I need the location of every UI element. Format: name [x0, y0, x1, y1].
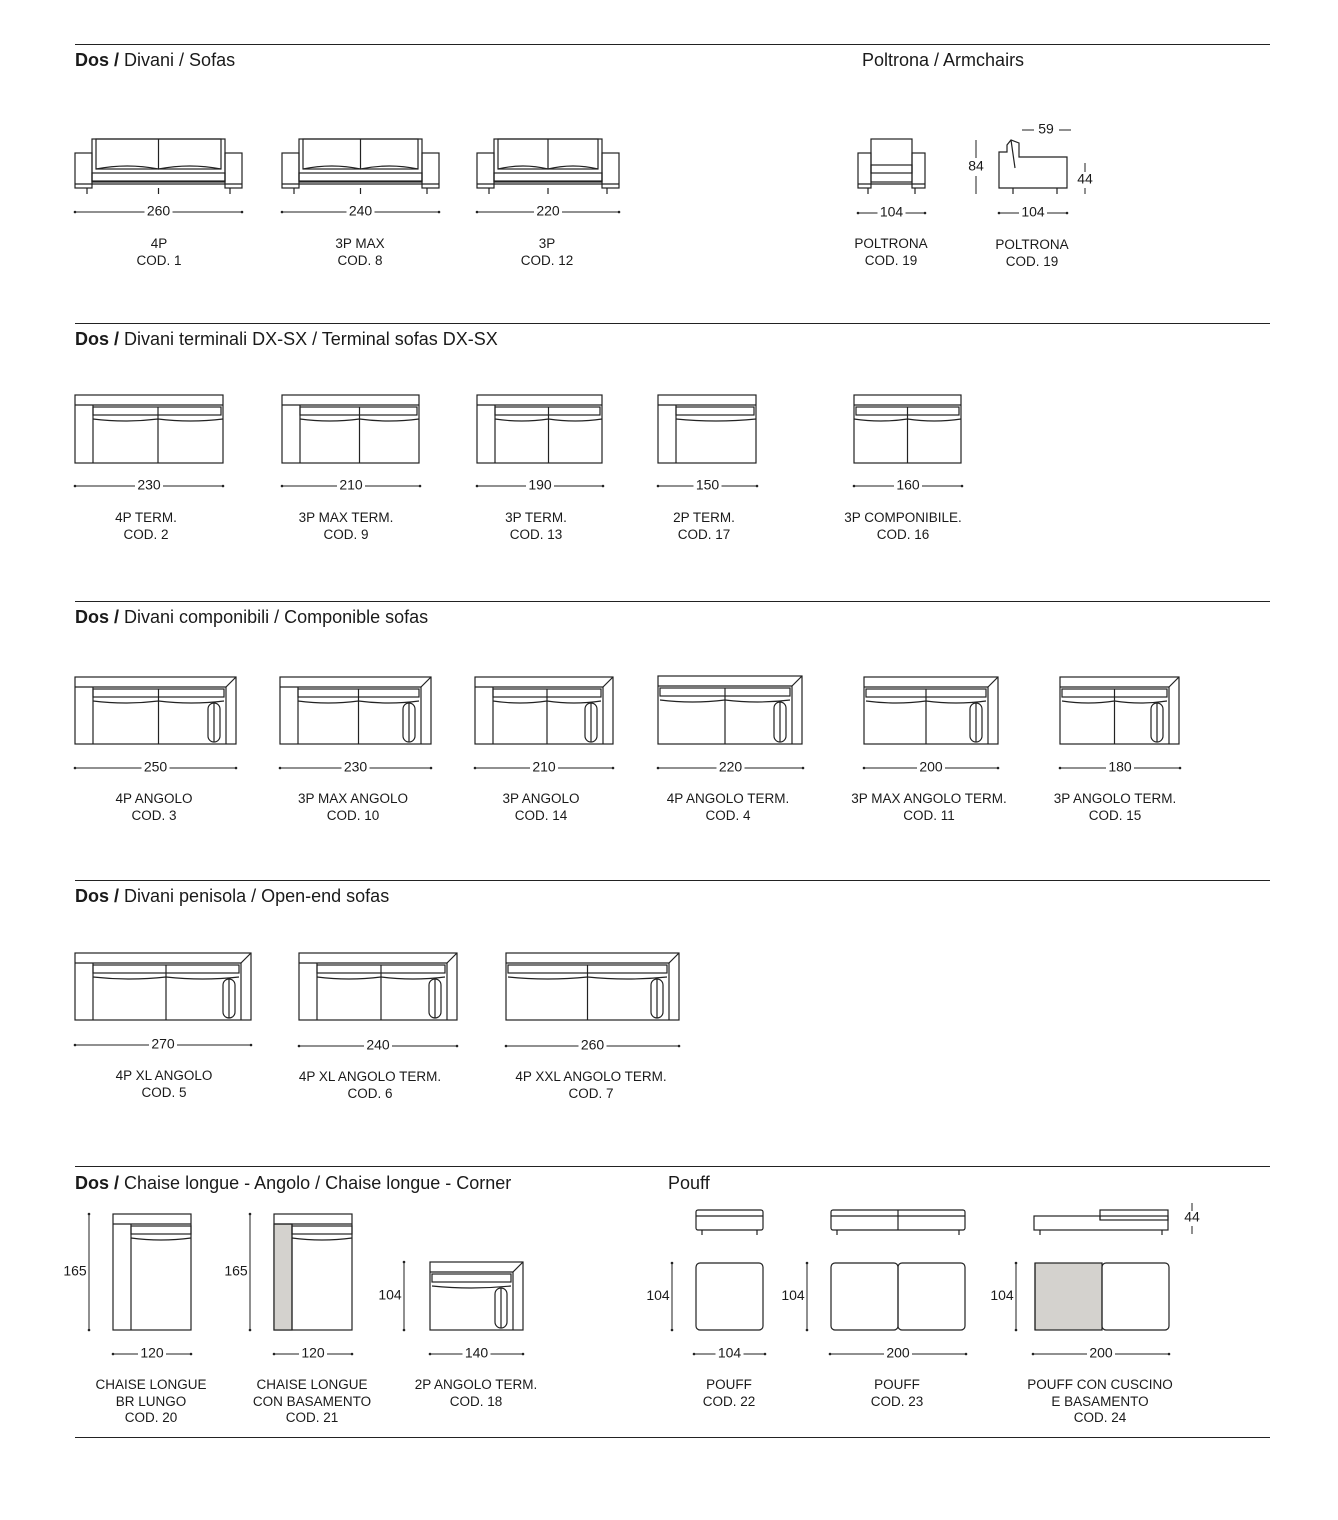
chaise-outline [113, 1214, 191, 1330]
dimension-tick [693, 1353, 696, 1356]
sofa-arm [422, 153, 439, 188]
section-title-text: Divani penisola / Open-end sofas [124, 886, 390, 906]
dimension-tick [74, 485, 77, 488]
product-name: 3P COMPONIBILE. [844, 510, 962, 525]
dimension-tick [802, 767, 805, 770]
drawing-line [292, 1238, 352, 1240]
dimension-tick [74, 767, 77, 770]
terminal-sofa-back [300, 407, 417, 415]
product-caption [667, 791, 790, 824]
dimension-tick [678, 1045, 681, 1048]
dimension-tick [505, 1045, 508, 1048]
sofa-seat [494, 173, 602, 181]
product-name: CON BASAMENTO [252, 1393, 372, 1409]
dimension-label: 104 [646, 1287, 670, 1304]
brand-label: Dos / [75, 607, 120, 627]
dimension-tick [806, 1329, 809, 1332]
product-caption [871, 1377, 924, 1410]
dimension-tick [235, 767, 238, 770]
dimension-tick [403, 1261, 406, 1264]
dimension-label: 84 [968, 157, 984, 174]
product-name: 4P ANGOLO TERM. [666, 791, 790, 806]
product-code: COD. 5 [141, 1084, 187, 1100]
product-caption [673, 510, 735, 543]
dimension-tick [88, 1329, 91, 1332]
dimension-tick [1168, 1353, 1171, 1356]
drawing-line [131, 1238, 191, 1240]
dimension-tick [961, 485, 964, 488]
dimension-label: 260 [146, 202, 171, 219]
product-caption [115, 791, 192, 824]
dimension-tick [419, 485, 422, 488]
dimension-label: 230 [137, 476, 161, 493]
product-caption [415, 1377, 538, 1410]
dimension-label: 59 [1038, 120, 1054, 137]
dimension-label: 200 [1089, 1344, 1113, 1361]
section-title-text: Divani terminali DX-SX / Terminal sofas DX-SX [124, 329, 498, 349]
dimension-label: 104 [378, 1286, 402, 1303]
dimension-tick [657, 485, 660, 488]
product-name: 3P TERM. [505, 510, 567, 525]
product-caption [253, 1377, 371, 1427]
drawing-line [792, 676, 802, 686]
product-name: CHAISE LONGUE [95, 1377, 207, 1392]
product-caption [851, 791, 1007, 824]
product-name: POLTRONA [854, 236, 928, 251]
product-code: COD. 17 [677, 526, 731, 542]
product-name: POUFF CON CUSCINO [1027, 1377, 1173, 1392]
product-caption [335, 236, 384, 269]
dimension-label: 260 [580, 1036, 605, 1053]
dimension-tick [853, 485, 856, 488]
product-caption [515, 1069, 666, 1102]
product-code: COD. 23 [870, 1393, 924, 1409]
dimension-label: 220 [718, 758, 743, 775]
product-name: 3P MAX ANGOLO TERM. [851, 791, 1007, 806]
drawing-line [1169, 677, 1179, 687]
dimension-label: 160 [896, 476, 920, 493]
sofa-arm [477, 153, 494, 188]
dimension-tick [1066, 212, 1069, 215]
product-code: COD. 4 [705, 807, 751, 823]
dimension-tick [1015, 1329, 1018, 1332]
dimension-label: 104 [879, 203, 904, 220]
dimension-label: 44 [1077, 170, 1093, 187]
dimension-tick [298, 1045, 301, 1048]
dimension-tick [222, 485, 225, 488]
product-caption [995, 237, 1068, 270]
sofa-arm [602, 153, 619, 188]
dimension-tick [998, 212, 1001, 215]
product-name: 4P TERM. [115, 510, 177, 525]
product-code: COD. 7 [568, 1085, 614, 1101]
dimension-tick [430, 767, 433, 770]
dimension-label: 270 [151, 1035, 175, 1052]
armchair-back [871, 139, 912, 182]
pouff-base-shaded [1035, 1263, 1102, 1330]
sofa-arm [225, 153, 242, 188]
pouff-top [831, 1263, 898, 1330]
product-code: COD. 10 [326, 807, 380, 823]
product-name: 3P MAX [335, 236, 385, 251]
dimension-label: 180 [1108, 758, 1132, 775]
dimension-tick [190, 1353, 193, 1356]
dimension-tick [612, 767, 615, 770]
sofa-arm [282, 153, 299, 188]
section-title-pouff: Pouff [668, 1173, 710, 1193]
dimension-tick [273, 1353, 276, 1356]
pouff-top [898, 1263, 965, 1330]
dimension-label: 220 [536, 202, 560, 219]
pouff-cushion [1100, 1210, 1168, 1220]
dimension-tick [965, 1353, 968, 1356]
dimension-tick [88, 1213, 91, 1216]
armchair-side [999, 140, 1067, 188]
pouff-side [696, 1210, 763, 1230]
product-name: 4P ANGOLO [115, 791, 193, 806]
dimension-label: 120 [140, 1344, 164, 1361]
product-name: 3P [538, 236, 556, 251]
chaise-back [292, 1226, 352, 1234]
product-name: 3P MAX TERM. [298, 510, 394, 525]
dimension-tick [1015, 1262, 1018, 1265]
pouff-top [696, 1263, 763, 1330]
dimension-tick [403, 1329, 406, 1332]
terminal-sofa-back [676, 407, 754, 415]
brand-label: Dos / [75, 886, 120, 906]
product-name: POUFF [874, 1377, 920, 1392]
dimension-tick [764, 1353, 767, 1356]
dimension-tick [657, 767, 660, 770]
product-name: 4P XXL ANGOLO TERM. [515, 1069, 667, 1084]
dimension-tick [74, 211, 77, 214]
product-caption [136, 236, 181, 269]
product-name: 2P ANGOLO TERM. [414, 1377, 538, 1392]
dimension-label: 210 [339, 476, 363, 493]
dimension-tick [351, 1353, 354, 1356]
product-caption [298, 791, 408, 824]
product-code: COD. 9 [323, 526, 369, 542]
product-caption [703, 1377, 756, 1410]
product-code: COD. 13 [509, 526, 563, 542]
product-code: COD. 22 [702, 1393, 756, 1409]
armchair-arm [858, 153, 871, 188]
brand-label: Dos / [75, 50, 120, 70]
product-name: 4P [150, 236, 168, 251]
dimension-tick [474, 767, 477, 770]
product-caption [1054, 791, 1177, 824]
dimension-label: 120 [301, 1344, 325, 1361]
dimension-tick [1059, 767, 1062, 770]
product-caption [505, 510, 567, 543]
dimension-label: 104 [990, 1287, 1014, 1304]
dimension-tick [924, 212, 927, 215]
drawing-line [447, 953, 457, 963]
product-name: 3P ANGOLO TERM. [1053, 791, 1177, 806]
dimension-label: 104 [717, 1344, 742, 1361]
drawing-line [988, 677, 998, 687]
brand-label: Dos / [75, 1173, 120, 1193]
product-code: COD. 8 [337, 252, 383, 268]
product-code: COD. 6 [347, 1085, 393, 1101]
product-code: COD. 11 [903, 807, 955, 823]
product-code: COD. 19 [864, 252, 918, 268]
product-caption [115, 510, 177, 543]
dimension-tick [249, 1329, 252, 1332]
product-name: 4P XL ANGOLO TERM. [298, 1069, 442, 1084]
armchair-arm [912, 153, 925, 188]
drawing-line [513, 1262, 523, 1272]
dimension-tick [522, 1353, 525, 1356]
dimension-tick [1179, 767, 1182, 770]
pouff-top [1102, 1263, 1169, 1330]
product-code: COD. 3 [131, 807, 177, 823]
drawing-line [421, 677, 431, 687]
product-code: COD. 15 [1088, 807, 1142, 823]
dimension-tick [438, 211, 441, 214]
product-caption [116, 1068, 213, 1101]
product-name: POUFF [706, 1377, 752, 1392]
product-code: COD. 19 [1005, 253, 1059, 269]
chaise-base-shaded [274, 1224, 292, 1330]
armchair-seat [871, 165, 912, 173]
product-name: BR LUNGO [115, 1393, 187, 1409]
terminal-sofa-back [93, 407, 221, 415]
dimension-label: 190 [528, 476, 552, 493]
dimension-tick [279, 767, 282, 770]
dimension-tick [429, 1353, 432, 1356]
product-name: 3P ANGOLO [502, 791, 580, 806]
product-code: COD. 24 [1073, 1410, 1127, 1425]
product-name: POLTRONA [995, 237, 1069, 252]
product-code: COD. 21 [285, 1410, 339, 1425]
section-title-armchairs: Poltrona / Armchairs [862, 50, 1025, 70]
product-caption [854, 236, 927, 269]
dimension-label: 250 [143, 758, 168, 775]
terminal-sofa-back [495, 407, 600, 415]
section-title-text: Divani componibili / Componible sofas [124, 607, 429, 627]
corner-sofa-back [432, 1274, 511, 1282]
product-caption [95, 1377, 206, 1427]
pouff-side [1034, 1216, 1168, 1230]
dimension-label: 210 [532, 758, 556, 775]
dimension-tick [863, 767, 866, 770]
dimension-tick [456, 1045, 459, 1048]
dimension-label: 200 [886, 1344, 910, 1361]
product-code: COD. 20 [124, 1410, 178, 1425]
dimension-tick [74, 1044, 77, 1047]
sofa-arm [75, 153, 92, 188]
dimension-label: 165 [224, 1262, 248, 1279]
brand-label: Dos / [75, 329, 120, 349]
drawing-line [1011, 140, 1015, 168]
dimension-label: 104 [781, 1287, 805, 1304]
product-caption [1027, 1377, 1173, 1427]
dimension-tick [602, 485, 605, 488]
dimension-tick [281, 211, 284, 214]
product-code: COD. 18 [449, 1393, 503, 1409]
product-name: 3P MAX ANGOLO [297, 791, 409, 806]
product-caption [502, 791, 579, 824]
dimension-tick [249, 1213, 252, 1216]
dimension-tick [241, 211, 244, 214]
dimension-tick [476, 211, 479, 214]
sofa-seat [92, 173, 225, 181]
chaise-back [131, 1226, 191, 1234]
dimension-label: 230 [343, 758, 368, 775]
dimension-label: 165 [63, 1262, 87, 1279]
dimension-tick [806, 1262, 809, 1265]
product-code: COD. 14 [514, 807, 568, 823]
dimension-tick [671, 1262, 674, 1265]
dimension-tick [671, 1329, 674, 1332]
dimension-tick [112, 1353, 115, 1356]
product-name: 4P XL ANGOLO [115, 1068, 213, 1083]
dimension-tick [997, 767, 1000, 770]
product-code: COD. 16 [876, 526, 930, 542]
dimension-label: 240 [348, 202, 373, 219]
dimension-tick [1032, 1353, 1035, 1356]
dimension-label: 240 [366, 1036, 390, 1053]
dimension-label: 140 [464, 1344, 489, 1361]
product-code: COD. 2 [123, 526, 169, 542]
dimension-tick [250, 1044, 253, 1047]
dimension-tick [857, 212, 860, 215]
product-caption [521, 236, 574, 269]
dimension-tick [476, 485, 479, 488]
product-caption [299, 1069, 441, 1102]
drawing-line [676, 419, 756, 421]
product-caption [299, 510, 394, 543]
dimension-tick [618, 211, 621, 214]
drawing-line [241, 953, 251, 963]
dimension-tick [829, 1353, 832, 1356]
product-code: COD. 1 [136, 252, 182, 268]
sofa-seat [299, 173, 422, 181]
dimension-label: 150 [695, 476, 720, 493]
dimension-label: 104 [1021, 203, 1045, 220]
drawing-line [603, 677, 613, 687]
dimension-label: 200 [919, 758, 943, 775]
section-title-text: Chaise longue - Angolo / Chaise longue - Corner [124, 1173, 512, 1193]
dimension-tick [756, 485, 759, 488]
product-caption [844, 510, 962, 543]
product-name: E BASAMENTO [1051, 1393, 1149, 1409]
product-name: CHAISE LONGUE [256, 1377, 368, 1392]
dimension-label: 44 [1184, 1208, 1200, 1225]
drawing-line [669, 953, 679, 963]
product-code: COD. 12 [520, 252, 574, 268]
section-title-text: Divani / Sofas [124, 50, 236, 70]
dimension-tick [281, 485, 284, 488]
drawing-line [226, 677, 236, 687]
product-name: 2P TERM. [673, 510, 735, 525]
